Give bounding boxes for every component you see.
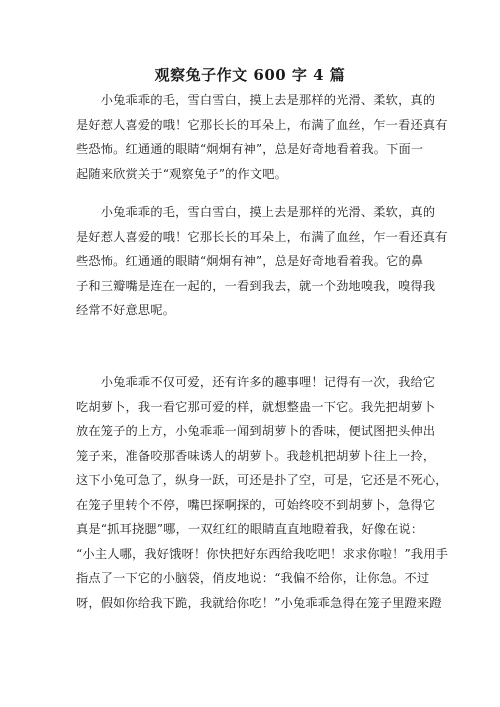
document-title: 观察兔子作文 600 字 4 篇 <box>154 66 346 84</box>
paragraph-line: 放在笼子的上方，小兔乖乖一闻到胡萝卜的香味，便试图把头伸出 <box>76 424 436 438</box>
paragraph-line: 小兔乖乖不仅可爱，还有许多的趣事哩！记得有一次，我给它 <box>76 375 436 389</box>
paragraph-line: 呀，假如你给我下跪，我就给你吃！”小兔乖乖急得在笼子里蹬来蹬 <box>76 595 442 610</box>
paragraph-line: 笼子来，准备咬那香味诱人的胡萝卜。我趁机把胡萝卜往上一拎， <box>76 448 436 463</box>
paragraph-line: 起随来欣赏关于“观察兔子”的作文吧。 <box>76 166 288 181</box>
paragraph-1 <box>76 88 448 186</box>
paragraph-line: 子和三瓣嘴是连在一起的，一看到我去，就一个劲地嗅我，嗅得我 <box>76 278 436 293</box>
paragraph-line: 是好惹人喜爱的哦！它那长长的耳朵上，布满了血丝，乍一看还真有 <box>76 229 448 244</box>
paragraph-line: “小主人哪，我好饿呀！你快把好东西给我吃吧！求求你啦！”我用手 <box>76 546 449 561</box>
paragraph-2 <box>76 200 448 323</box>
paragraph-line: 经常不好意思呢。 <box>76 303 176 317</box>
paragraph-line: 在笼子里转个不停，嘴巴探啊探的，可始终咬不到胡萝卜，急得它 <box>76 497 436 512</box>
paragraph-line: 小兔乖乖的毛，雪白雪白，摸上去是那样的光滑、柔软，真的 <box>76 205 436 219</box>
paragraph-line: 些恐怖。红通通的眼睛“炯炯有神”，总是好奇地看着我。它的鼻 <box>76 254 424 268</box>
paragraph-line: 这下小兔可急了，纵身一跃，可还是扑了空，可是，它还是不死心， <box>76 473 448 487</box>
paragraph-line: 是好惹人喜爱的哦！它那长长的耳朵上，布满了血丝，乍一看还真有 <box>76 117 448 132</box>
paragraph-line: 指点了一下它的小脑袋，俏皮地说：“我偏不给你，让你急。不过 <box>76 571 430 585</box>
paragraph-3 <box>76 370 449 615</box>
paragraph-line: 小兔乖乖的毛，雪白雪白，摸上去是那样的光滑、柔软，真的 <box>76 93 436 107</box>
paragraph-line: 真是“抓耳挠腮”哪，一双红红的眼睛直直地瞪着我，好像在说： <box>76 522 424 536</box>
paragraph-line: 吃胡萝卜，我一看它那可爱的样，就想整蛊一下它。我先把胡萝卜 <box>76 399 436 414</box>
paragraph-line: 些恐怖。红通通的眼睛“炯炯有神”，总是好奇地看着我。下面一 <box>76 142 424 156</box>
